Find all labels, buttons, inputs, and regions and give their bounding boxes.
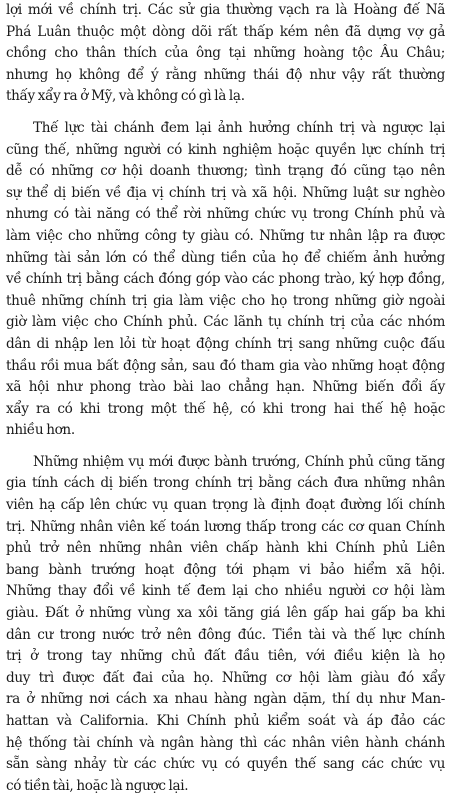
text-line: trị ở trong tay những chủ đất đầu tiên, với điều kiện là họ xyxy=(6,648,445,665)
text-line: Những nhiệm vụ mới được bành trướng, Chính phủ cũng tăng xyxy=(33,453,445,470)
text-line: sẵn sàng nhảy từ các chức vụ có quyền thế sang các chức vụ xyxy=(6,756,445,773)
text-line: duy trì được đất đai của họ. Những cơ hội làm giàu đó xẩy xyxy=(6,669,445,686)
text-line: thuê những chính trị gia làm việc cho họ trong những giờ ngoài xyxy=(6,292,445,309)
paragraph-2 xyxy=(6,118,445,442)
text-line: chồng cho thân thích của ông tại những hoàng tộc Âu Châu; xyxy=(6,45,445,62)
paragraph-1 xyxy=(6,0,445,108)
text-line: nhưng họ không để ý rằng những thái độ như vậy rất thường xyxy=(6,66,445,83)
text-line: những tài sản lớn có thể dùng tiền của họ để chiếm ảnh hưởng xyxy=(6,249,445,266)
text-line: hattan và California. Khi Chính phủ kiểm soát và áp đảo các xyxy=(6,713,445,729)
text-line: làm việc cho những công ty giàu có. Những tư nhân lập ra được xyxy=(6,227,445,244)
text-line: cũng thế, những người có kinh nghiệm hoặc quyền lực chính trị xyxy=(6,141,445,158)
text-line: về chính trị bằng cách đóng góp vào các phong trào, ký hợp đồng, xyxy=(6,271,445,288)
text-line: hệ thống tài chính và ngân hàng thì các nhân viên hành chánh xyxy=(6,734,445,751)
text-line: xã hội như phong trào bài lao chẳng hạn. Những biến đổi ấy xyxy=(6,379,445,396)
text-line: nhiều hơn. xyxy=(6,422,75,439)
text-line: xẩy ra có khi trong một thế hệ, có khi trong hai thế hệ hoặc xyxy=(6,400,445,417)
text-line: dân cư trong nước trở nên đông đúc. Tiền tài và thế lực chính xyxy=(6,626,445,643)
text-line: dân di nhập len lỏi từ hoạt động chính trị sang những cuộc đấu xyxy=(6,335,445,352)
document-page xyxy=(6,0,445,807)
text-line: gia tính cách dị biến trong chính trị bằng cách đưa những nhân xyxy=(6,475,445,492)
text-line: giờ làm việc cho Chính phủ. Các lãnh tụ chính trị của các nhóm xyxy=(6,314,445,331)
text-line: ra ở những nơi cách xa nhau hàng ngàn dặm, thí dụ như Man- xyxy=(6,691,445,708)
text-line: thấy xẩy ra ở Mỹ, và không có gì là lạ. xyxy=(6,88,245,105)
text-line: bang bành trướng hoạt động tới phạm vi bảo hiểm xã hội. xyxy=(6,561,445,578)
text-line: giàu. Đất ở những vùng xa xôi tăng giá lên gấp hai gấp ba khi xyxy=(6,605,445,622)
text-line: trị. Những nhân viên kế toán lương thấp trong các cơ quan Chính xyxy=(6,518,445,535)
text-line: thầu rồi mua bất động sản, sau đó tham gia vào những hoạt động xyxy=(6,357,445,374)
text-line: nhưng có tài năng có thể rời những chức vụ trong Chính phủ và xyxy=(6,206,445,223)
text-line: phủ trở nên những nhân viên chấp hành khi Chính phủ Liên xyxy=(6,540,445,557)
text-line: Những thay đổi về kinh tế đem lại cho nhiều người cơ hội làm xyxy=(6,583,445,600)
text-line: viên hạ cấp lên chức vụ quan trọng là định đoạt đường lối chính xyxy=(6,497,445,514)
text-line: lợi mới về chính trị. Các sử gia thường vạch ra là Hoàng đế Nã xyxy=(6,2,445,18)
text-line: Phá Luân thuộc một dòng dõi rất thấp kém nên đã dựng vợ gả xyxy=(6,23,445,40)
text-line: có tiền tài, hoặc là ngược lại. xyxy=(6,777,189,794)
text-line: Thế lực tài chánh đem lại ảnh hưởng chính trị và ngược lại xyxy=(33,119,445,136)
text-line: dễ có những cơ hội doanh thương; tình trạng đó cũng tạo nên xyxy=(6,163,445,180)
text-line: sự thể dị biến về địa vị chính trị và xã hội. Những luật sư nghèo xyxy=(6,184,445,201)
paragraph-3 xyxy=(6,452,445,798)
